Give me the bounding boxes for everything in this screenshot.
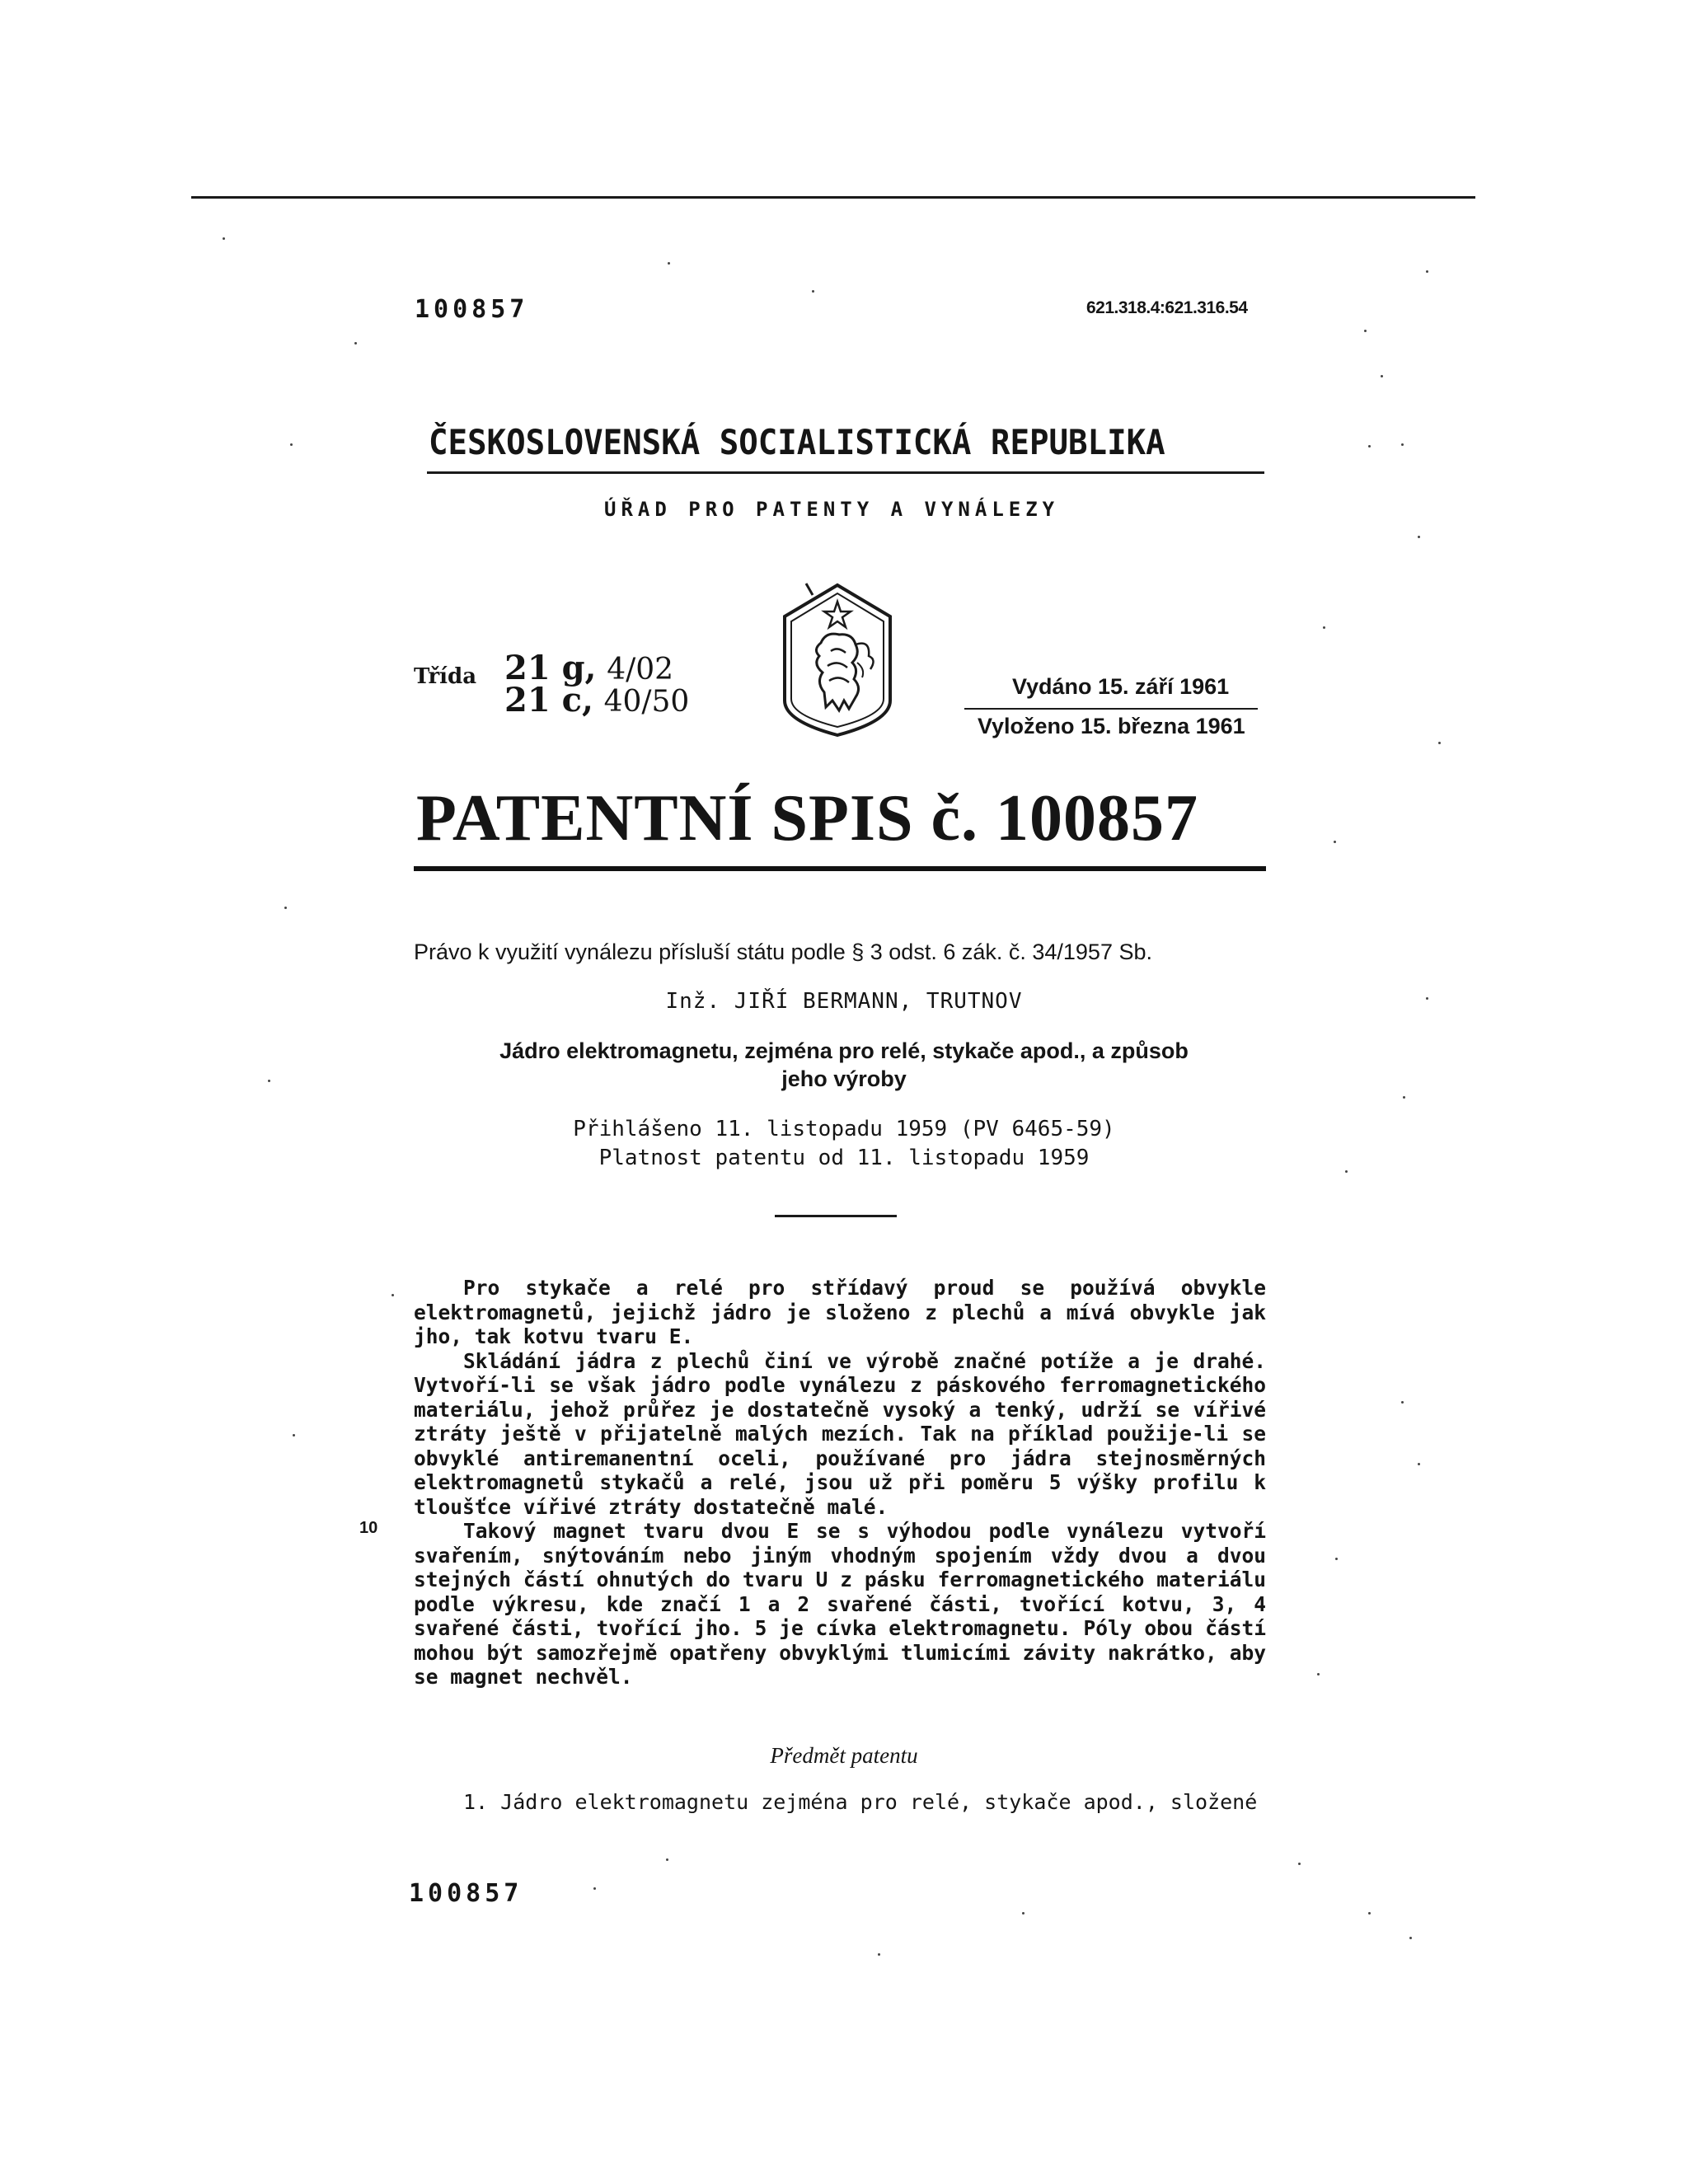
dates-rule <box>964 708 1258 710</box>
class-row-1-main: 21 g, <box>504 649 597 687</box>
office-name: ÚŘAD PRO PATENTY A VYNÁLEZY <box>604 498 1060 521</box>
class-label: Třída <box>414 664 477 689</box>
patent-validity: Platnost patentu od 11. listopadu 1959 <box>598 1146 1090 1170</box>
description-paragraph-3: Takový magnet tvaru dvou E se s výhodou podle vynálezu vytvoří svařením, snýtováním nebo jiným vhodným spojením vždy dvou a dvou stejných částí ohnutých do tvaru U z pásku ferromagnetického materiálu podle výkresu, kde značí 1 a 2 svařené části, tvořící kotvu, 3, 4 svařené části, tvořící jho. 5 je cívka elektromagnetu. Póly obou částí mohou být samozřejmě opatřeny obvyklými tlumicími závity nakrátko, aby se magnet nechvěl. <box>414 1519 1266 1689</box>
invention-title-line-2: jeho výroby <box>781 1066 907 1091</box>
top-rule <box>191 196 1475 199</box>
invention-title-line-1: Jádro elektromagnetu, zejména pro relé, stykače apod., a způsob <box>499 1038 1189 1063</box>
country-rule <box>427 471 1264 474</box>
issued-date: Vydáno 15. září 1961 <box>1012 674 1230 699</box>
invention-title <box>0 1037 1688 1093</box>
claims-heading: Předmět patentu <box>770 1743 918 1768</box>
description-body <box>414 1276 1266 1690</box>
title-rule <box>414 866 1266 871</box>
filed-date: Přihlášeno 11. listopadu 1959 (PV 6465-59) <box>573 1117 1115 1141</box>
claim-1: 1. Jádro elektromagnetu zejména pro relé, stykače apod., složené <box>463 1790 1258 1814</box>
rights-note: Právo k využití vynálezu přísluší státu podle § 3 odst. 6 zák. č. 34/1957 Sb. <box>414 940 1152 964</box>
class-row-2 <box>504 681 689 719</box>
class-row-2-main: 21 c, <box>504 681 593 719</box>
state-emblem-icon <box>773 577 902 742</box>
class-row-1-sub: 4/02 <box>607 653 674 687</box>
description-paragraph-2: Skládání jádra z plechů činí ve výrobě značné potíže a je drahé. Vytvoří-li se však jádro podle vynálezu z páskového ferromagnetického materiálu, jehož průřez je dostatečně vysoký a tenký, udrží se vířivé ztráty ještě v přijatelně malých mezích. Tak na příklad použije-li se obvyklé antiremanentní oceli, používané pro jádra stejnosměrných elektromagnetů stykačů a relé, jsou už při poměru 5 výšky profilu k tloušťce vířivé ztráty dostatečně malé. <box>414 1348 1266 1519</box>
section-divider <box>775 1215 897 1217</box>
class-row-2-sub: 40/50 <box>603 685 690 719</box>
line-number-marker: 10 <box>359 1519 378 1537</box>
classification-code: 621.318.4:621.316.54 <box>1086 298 1248 317</box>
inventor: Inž. JIŘÍ BERMANN, TRUTNOV <box>665 989 1023 1014</box>
page-title: PATENTNÍ SPIS č. 100857 <box>416 782 1199 855</box>
doc-number-bottom: 100857 <box>409 1879 523 1908</box>
laid-open-date: Vyloženo 15. března 1961 <box>978 714 1245 738</box>
country-heading: ČESKOSLOVENSKÁ SOCIALISTICKÁ REPUBLIKA <box>429 422 1165 462</box>
description-paragraph-1: Pro stykače a relé pro střídavý proud se používá obvykle elektromagnetů, jejichž jádro je složeno z plechů a mívá obvykle jak jho, tak kotvu tvaru E. <box>414 1276 1266 1348</box>
doc-number-top: 100857 <box>415 295 529 324</box>
